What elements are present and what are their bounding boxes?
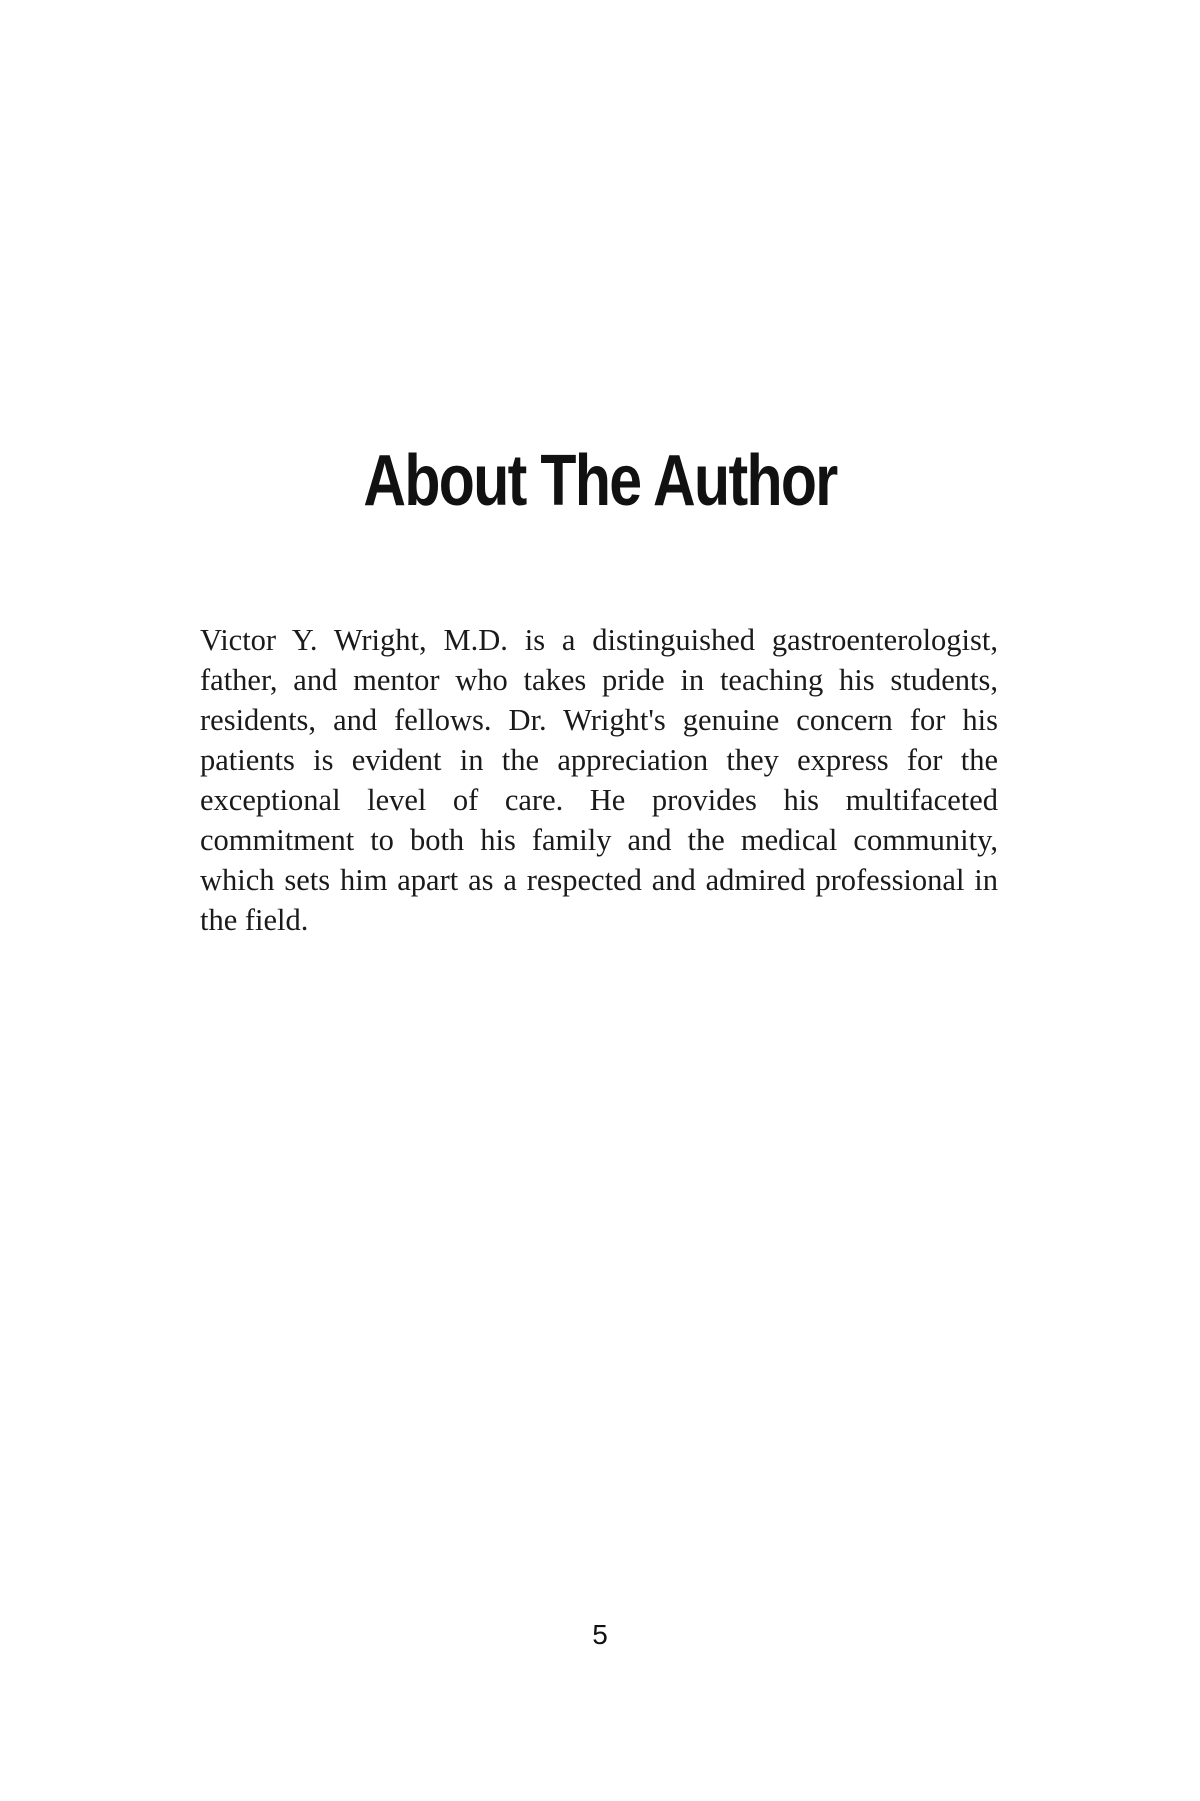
author-bio-paragraph: Victor Y. Wright, M.D. is a distinguished gastroenterologist, father, and mentor who takes pride in teaching his students, residents, and fellows. Dr. Wright's genuine concern for his patients is evident in the appreciation they express for the exceptional level of care. He provides his multifaceted commitment to both his family and the medical community, which sets him apart as a respected and admired professional in the field. (200, 623, 998, 937)
chapter-title: About The Author (363, 441, 837, 521)
page-number: 5 (592, 1619, 608, 1650)
